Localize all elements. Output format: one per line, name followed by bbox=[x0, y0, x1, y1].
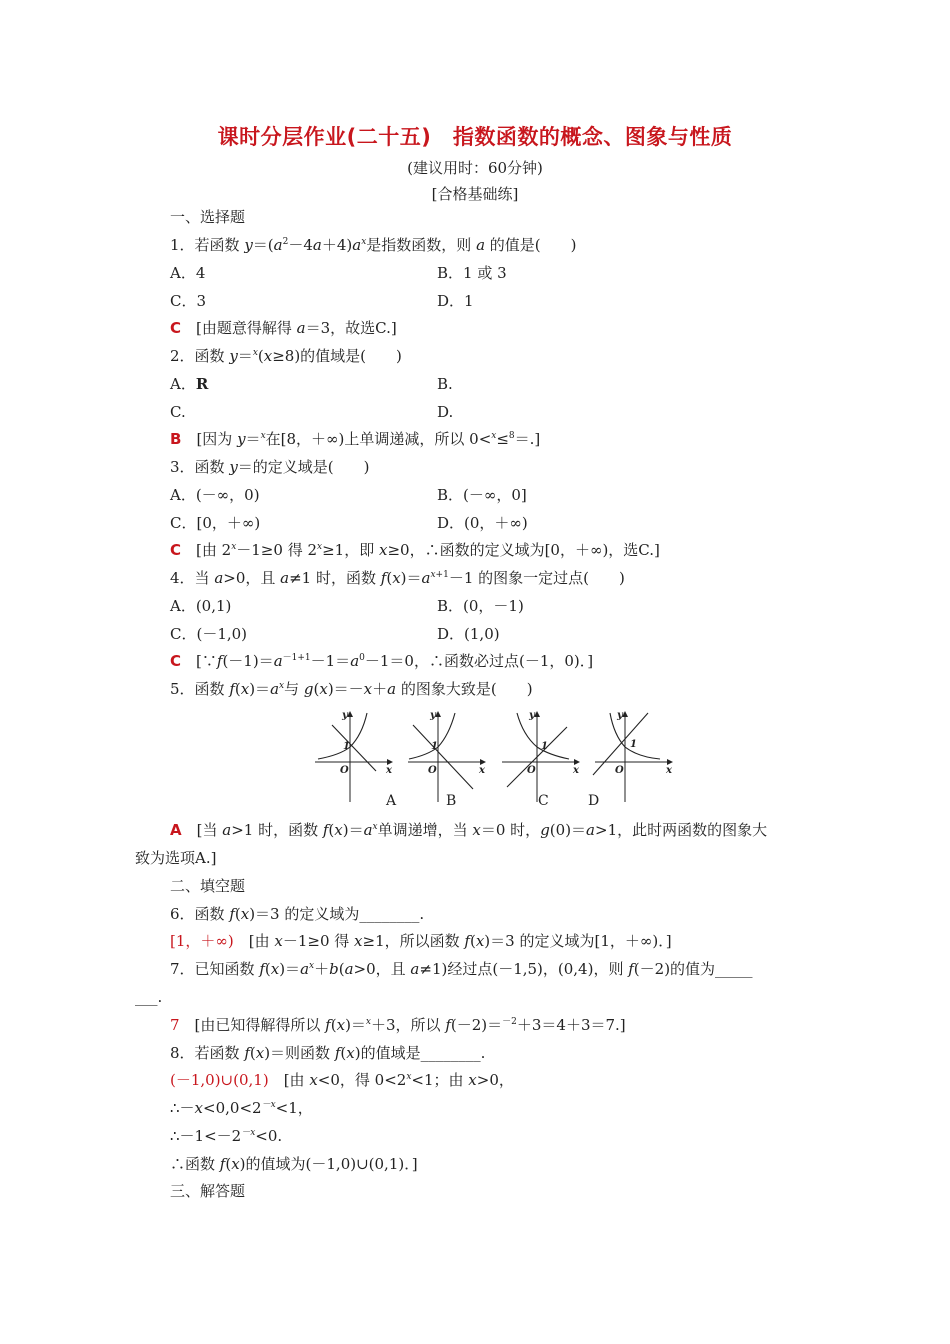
graph-label-c: C bbox=[538, 793, 549, 809]
section-solve: 三、解答题 bbox=[170, 1182, 246, 1200]
q5-answer: A [当 a>1 时，函数 $f(x)=a^x$单调递增，当 x＝0 时，g(0)＝a>1，此时两函数的图象大 bbox=[170, 821, 768, 839]
one-label: 1 bbox=[630, 739, 637, 750]
page-title: 课时分层作业(二十五) 指数函数的概念、图象与性质 bbox=[217, 125, 733, 149]
graph-label-d: D bbox=[588, 793, 600, 809]
graph-b bbox=[408, 710, 486, 802]
one-label: 1 bbox=[431, 741, 438, 752]
origin-label: O bbox=[428, 765, 437, 776]
q8-answer-line2: $\therefore-x<0,0<2^{-x}<1$， bbox=[170, 1099, 313, 1117]
level-label: [合格基础练] bbox=[431, 185, 519, 203]
graph-c bbox=[502, 710, 580, 802]
question-2: 2．函数 y＝$^x$(x≥8)的值域是( ) bbox=[170, 347, 402, 365]
q5-answer-line2: 致为选项A.] bbox=[135, 849, 217, 867]
q2-option-a: A．R bbox=[170, 375, 209, 393]
one-label: 1 bbox=[541, 741, 548, 752]
section-fill: 二、填空题 bbox=[170, 877, 246, 895]
time-hint: (建议用时：60分钟) bbox=[407, 159, 543, 177]
question-6: 6．函数 f(x)＝3 的定义域为________. bbox=[170, 905, 425, 923]
q3-option-b: B．(－∞，0] bbox=[437, 486, 527, 504]
q1-option-c: C．3 bbox=[170, 292, 207, 310]
q6-answer: [1，＋∞) [由 x－1≥0 得 x≥1，所以函数 f(x)＝3 的定义域为[1，＋∞)．] bbox=[170, 932, 672, 950]
graph-a bbox=[315, 710, 393, 802]
origin-label: O bbox=[340, 765, 349, 776]
one-label: 1 bbox=[343, 741, 350, 752]
question-4: 4．当 a>0，且 a≠1 时，函数 $f(x)=a^{x+1}-1$ 的图象一定过点( ) bbox=[170, 569, 625, 587]
origin-label: O bbox=[615, 765, 624, 776]
q2-option-b: B. bbox=[437, 375, 453, 393]
question-8: 8．若函数 f(x)＝则函数 f(x)的值域是________. bbox=[170, 1044, 486, 1062]
section-choice: 一、选择题 bbox=[170, 208, 246, 226]
question-3: 3．函数 y＝的定义域是( ) bbox=[170, 458, 370, 476]
q2-option-c: C. bbox=[170, 403, 186, 421]
origin-label: O bbox=[527, 765, 536, 776]
q1-option-d: D．1 bbox=[437, 292, 474, 310]
axis-y-label: y bbox=[342, 710, 348, 721]
graph-label-b: B bbox=[446, 793, 457, 809]
graph-label-a: A bbox=[386, 793, 397, 809]
question-5: 5．函数 $f(x)=a^x$与 g(x)＝－x＋a 的图象大致是( ) bbox=[170, 680, 533, 698]
q3-option-a: A．(－∞，0) bbox=[170, 486, 260, 504]
question-7: 7．已知函数 $f(x)=a^x+b(a>0$，且 a≠1)经过点(－1,5)，(0,4)，则 f(－2)的值为_____ bbox=[170, 960, 753, 978]
q1-answer: C [由题意得解得 a＝3，故选C.] bbox=[170, 319, 397, 337]
graph-d bbox=[593, 710, 673, 802]
q4-option-b: B．(0，－1) bbox=[437, 597, 524, 615]
q2-answer: B [因为 y＝$^x$在[8，＋∞)上单调递减，所以 0<$^x$≤$^8$＝.] bbox=[170, 430, 541, 448]
axis-x-label: x bbox=[666, 765, 672, 776]
q5-graph-options bbox=[310, 707, 680, 807]
q4-option-a: A．(0,1) bbox=[170, 597, 232, 615]
q8-answer: (－1,0)∪(0,1) [由 x<0，得 $0<2^x<1$；由 x>0， bbox=[170, 1071, 514, 1089]
q1-option-a: A．4 bbox=[170, 264, 206, 282]
axis-y-label: y bbox=[529, 710, 535, 721]
question-7-line2: ___. bbox=[135, 988, 163, 1006]
axis-y-label: y bbox=[617, 710, 623, 721]
q8-answer-line3: $\therefore-1<-2^{-x}<0$. bbox=[170, 1127, 283, 1145]
q1-option-b: B．1 或 3 bbox=[437, 264, 507, 282]
axis-x-label: x bbox=[386, 765, 392, 776]
question-1: 1．若函数 $y=(a^2-4a+4)a^x$是指数函数，则 a 的值是( ) bbox=[170, 236, 577, 254]
q3-answer: C [由 $2^x-1\ge 0$ 得 $2^x\ge 1$，即 x≥0，∴函数的定义域为[0，＋∞)，选C.] bbox=[170, 541, 660, 559]
q3-option-d: D．(0，＋∞) bbox=[437, 514, 528, 532]
q7-answer: 7 [由已知得解得所以 f(x)＝$^x$＋3，所以 f(－2)＝$^{-2}$＋3＝4＋3＝7.] bbox=[170, 1016, 626, 1034]
axis-x-label: x bbox=[479, 765, 485, 776]
axis-x-label: x bbox=[573, 765, 579, 776]
q4-option-d: D．(1,0) bbox=[437, 625, 500, 643]
q4-option-c: C．(－1,0) bbox=[170, 625, 248, 643]
q3-option-c: C．[0，＋∞) bbox=[170, 514, 261, 532]
q2-option-d: D. bbox=[437, 403, 454, 421]
q8-answer-line4: ∴函数 f(x)的值域为(－1,0)∪(0,1)．] bbox=[170, 1155, 418, 1173]
q4-answer: C [$\because f(-1)=a^{-1+1}-1=a^0-1=0$，∴函数必过点(－1，0)．] bbox=[170, 652, 594, 670]
axis-y-label: y bbox=[430, 710, 436, 721]
